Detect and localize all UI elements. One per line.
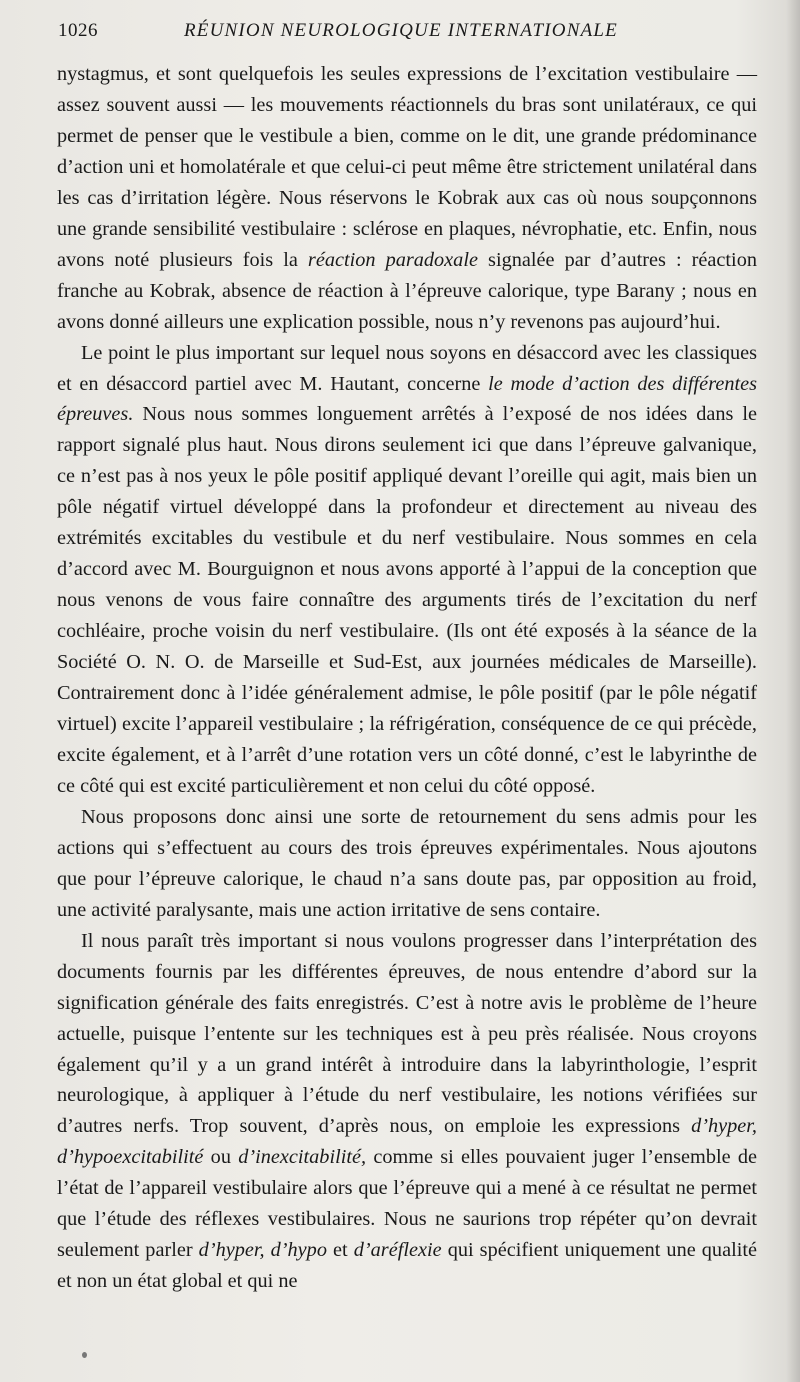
ink-speck — [82, 1352, 87, 1358]
paragraph — [57, 802, 757, 926]
text-segment: Nous nous sommes longuement arrêtés à l’exposé de nos idées dans le rapport signalé plus haut. Nous dirons seulement ici que dans l’épreuve galvanique, ce n’est pas à nos yeux le pôle positif appliqué devant l’oreille qui agit, mais bien un pôle négatif virtuel développé dans la profondeur et directement au niveau des extrémités excitables du vestibule et du nerf vestibulaire. Nous sommes en cela d’accord avec M. Bourguignon et nous avons apporté à l’appui de la conception que nous venons de vous faire connaître des arguments tirés de l’excitation du nerf cochléaire, proche voisin du nerf vestibulaire. (Ils ont été exposés à la séance de la Société O. N. O. de Marseille et Sud-Est, aux journées médicales de Marseille). Contrairement donc à l’idée généralement admise, le pôle positif (par le pôle négatif virtuel) excite l’appareil vestibulaire ; la réfrigération, conséquence de ce qui précède, excite également, et à l’arrêt d’une rotation vers un côté donné, c’est le labyrinthe de ce côté qui est excité particulièrement et non celui du côté opposé. — [57, 403, 757, 797]
italic-segment: le mode d’action des différentes épreuves. — [57, 372, 757, 426]
page-edge-shadow — [786, 0, 800, 1382]
text-segment: signalée par d’autres : réaction franche au Kobrak, absence de réaction à l’épreuve calorique, type Barany ; nous en avons donné ailleurs une explication possible, nous n’y revenons pas aujourd’hui. — [57, 248, 757, 333]
italic-segment: d’hyper, d’hypoexcitabilité — [57, 1115, 757, 1169]
text-segment: comme si elles pouvaient juger l’ensemble de l’état de l’appareil vestibulaire alors que l’épreuve qui a mené à ce résultat ne permet que l’étude des réflexes vestibulaires. Nous ne saurions trop répéter qu’on devrait seulement parler — [57, 1146, 757, 1262]
text-segment: nystagmus, et sont quelquefois les seules expressions de l’excitation vestibulaire — assez souvent aussi — les mouvements réactionnels du bras sont unilatéraux, ce qui permet de penser que le vestibule a bien, comme on le dit, une grande prédominance d’action uni et homolatérale et que celui-ci peut même être strictement unilatéral dans les cas d’irritation légère. Nous réservons le Kobrak aux cas où nous soupçonnons une grande sensibilité vestibulaire : sclérose en plaques, névrophatie, etc. Enfin, nous avons noté plusieurs fois la — [57, 63, 757, 271]
body-text — [57, 59, 757, 1297]
text-segment: qui spécifient uniquement une qualité et non un état global et qui ne — [57, 1239, 757, 1293]
paragraph — [57, 338, 757, 802]
page-number: 1026 — [58, 20, 98, 41]
text-segment: Le point le plus important sur lequel nous soyons en désaccord avec les classiques et en désaccord partiel avec M. Hautant, concerne — [57, 341, 757, 395]
text-segment: ou — [203, 1146, 239, 1169]
italic-segment: d’aréflexie — [353, 1239, 442, 1262]
paragraph — [57, 926, 757, 1297]
italic-segment: d’hyper, d’hypo — [198, 1239, 327, 1262]
paragraph — [57, 59, 757, 338]
text-segment: Il nous paraît très important si nous voulons progresser dans l’interprétation des documents fournis par les différentes épreuves, de nous entendre d’abord sur la signification générale des faits enregistrés. C’est à notre avis le problème de l’heure actuelle, puisque l’entente sur les techniques est à peu près réalisée. Nous croyons également qu’il y a un grand intérêt à introduire dans la labyrinthologie, l’esprit neurologique, à appliquer à l’étude du nerf vestibulaire, les notions vérifiées sur d’autres nerfs. Trop souvent, d’après nous, on emploie les expressions — [57, 929, 757, 1138]
text-segment: et — [326, 1239, 354, 1262]
text-segment: Nous proposons donc ainsi une sorte de retournement du sens admis pour les actions qui s’effectuent au cours des trois épreuves expérimentales. Nous ajoutons que pour l’épreuve calorique, le chaud n’a sans doute pas, par opposition au froid, une activité paralysante, mais une action irritative de sens contaire. — [57, 805, 757, 921]
running-head: RÉUNION NEUROLOGIQUE INTERNATIONALE — [184, 20, 618, 41]
italic-segment: réaction paradoxale — [307, 248, 478, 271]
italic-segment: d’inexcitabilité, — [238, 1146, 367, 1169]
page-header — [58, 20, 760, 50]
